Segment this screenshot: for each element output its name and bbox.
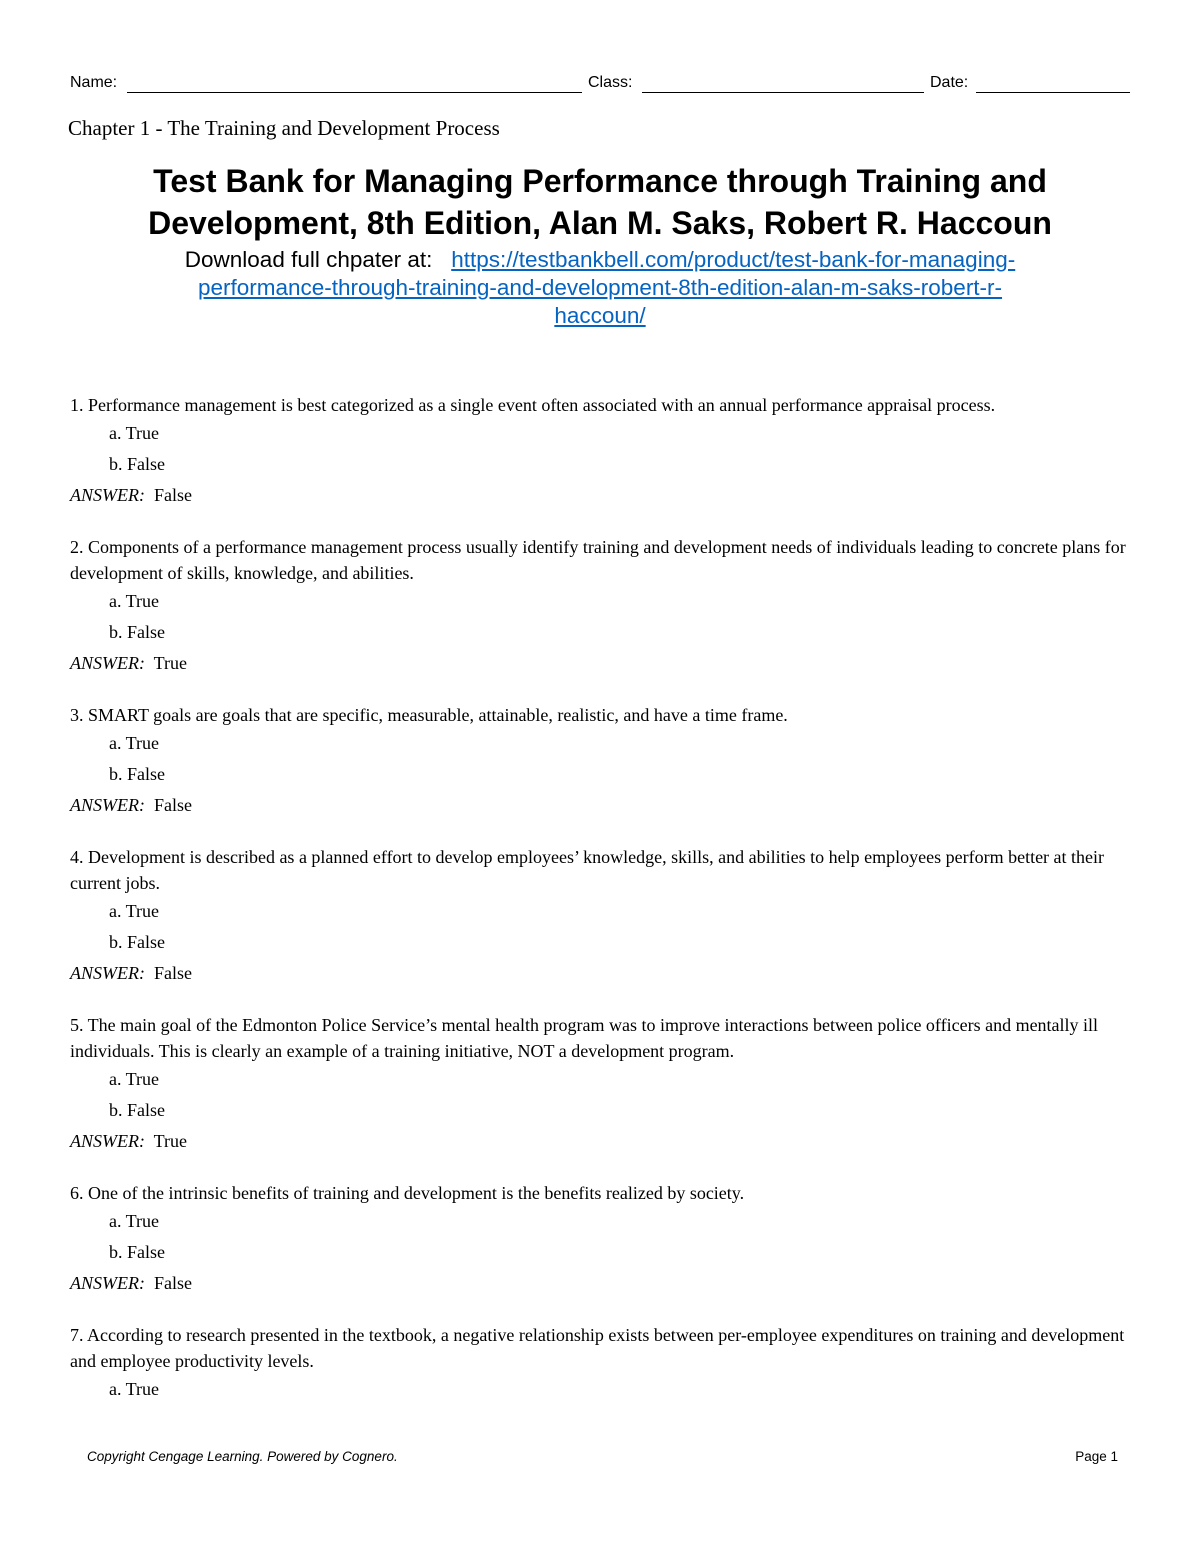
chapter-title: Chapter 1 - The Training and Development Process — [68, 116, 500, 140]
title-line-1: Test Bank for Managing Performance through Training and — [153, 163, 1047, 199]
option-true: a. True — [109, 591, 160, 611]
option-false: b. False — [109, 1100, 165, 1120]
document-title — [60, 160, 1140, 244]
question-text: 4. Development is described as a planned effort to develop employees’ knowledge, skills, and abilities to help employees perform better at their current jobs. — [70, 847, 1105, 893]
question-text: 5. The main goal of the Edmonton Police Service’s mental health program was to improve interactions between police officers and mentally ill individuals. This is clearly an example of a training initiative, NOT a development program. — [70, 1015, 1099, 1061]
answer-label: ANSWER: — [70, 1273, 145, 1293]
option-false: b. False — [109, 1242, 165, 1262]
question-item — [70, 1322, 1130, 1405]
date-blank[interactable] — [976, 92, 1130, 93]
download-link-part-2[interactable]: performance-through-training-and-development-8th-edition-alan-m-saks-robert-r- — [197, 275, 1003, 300]
answer-value: True — [153, 653, 188, 673]
question-text: 3. SMART goals are goals that are specific, measurable, attainable, realistic, and have a time frame. — [70, 705, 788, 725]
answer-line — [70, 790, 1130, 821]
answer-label: ANSWER: — [70, 653, 145, 673]
class-label: Class: — [588, 74, 633, 91]
question-text: 2. Components of a performance management process usually identify training and development needs of individuals leading to concrete plans for development of skills, knowledge, and abilities. — [70, 537, 1126, 583]
question-item — [70, 1180, 1130, 1299]
option-true: a. True — [109, 901, 160, 921]
name-label: Name: — [70, 74, 118, 91]
answer-line — [70, 1126, 1130, 1157]
answer-value: False — [153, 485, 192, 505]
option-false: b. False — [109, 622, 165, 642]
answer-line — [70, 958, 1130, 989]
question-text: 1. Performance management is best categorized as a single event often associated with an annual performance appraisal process. — [70, 395, 996, 415]
answer-value: False — [153, 963, 192, 983]
option-true: a. True — [109, 1069, 160, 1089]
footer-copyright: Copyright Cengage Learning. Powered by Cognero. — [87, 1449, 398, 1464]
answer-value: False — [153, 1273, 192, 1293]
title-line-2: Development, 8th Edition, Alan M. Saks, Robert R. Haccoun — [148, 205, 1052, 241]
option-false: b. False — [109, 454, 165, 474]
option-true: a. True — [109, 733, 160, 753]
download-block — [60, 246, 1140, 330]
question-item — [70, 392, 1130, 511]
question-item — [70, 702, 1130, 821]
option-true: a. True — [109, 1211, 160, 1231]
class-blank[interactable] — [642, 92, 924, 93]
option-false: b. False — [109, 932, 165, 952]
option-true: a. True — [109, 1379, 160, 1399]
question-item — [70, 1012, 1130, 1157]
option-true: a. True — [109, 423, 160, 443]
question-text: 7. According to research presented in the textbook, a negative relationship exists between per-employee expenditures on training and development and employee productivity levels. — [70, 1325, 1125, 1371]
header-fields — [70, 74, 1130, 96]
answer-label: ANSWER: — [70, 1131, 145, 1151]
question-item — [70, 844, 1130, 989]
footer-page-number: Page 1 — [1075, 1449, 1118, 1464]
option-false: b. False — [109, 764, 165, 784]
question-text: 6. One of the intrinsic benefits of training and development is the benefits realized by society. — [70, 1183, 745, 1203]
download-label: Download full chpater at: — [184, 247, 433, 272]
download-link-part-1[interactable]: https://testbankbell.com/product/test-bank-for-managing- — [451, 247, 1016, 272]
answer-label: ANSWER: — [70, 795, 145, 815]
answer-label: ANSWER: — [70, 485, 145, 505]
download-link-part-3[interactable]: haccoun/ — [554, 303, 646, 328]
question-list — [70, 392, 1130, 1428]
answer-line — [70, 1268, 1130, 1299]
answer-label: ANSWER: — [70, 963, 145, 983]
answer-line — [70, 480, 1130, 511]
answer-line — [70, 648, 1130, 679]
answer-value: False — [153, 795, 192, 815]
question-item — [70, 534, 1130, 679]
answer-value: True — [153, 1131, 188, 1151]
date-label: Date: — [930, 74, 969, 91]
name-blank[interactable] — [127, 92, 582, 93]
